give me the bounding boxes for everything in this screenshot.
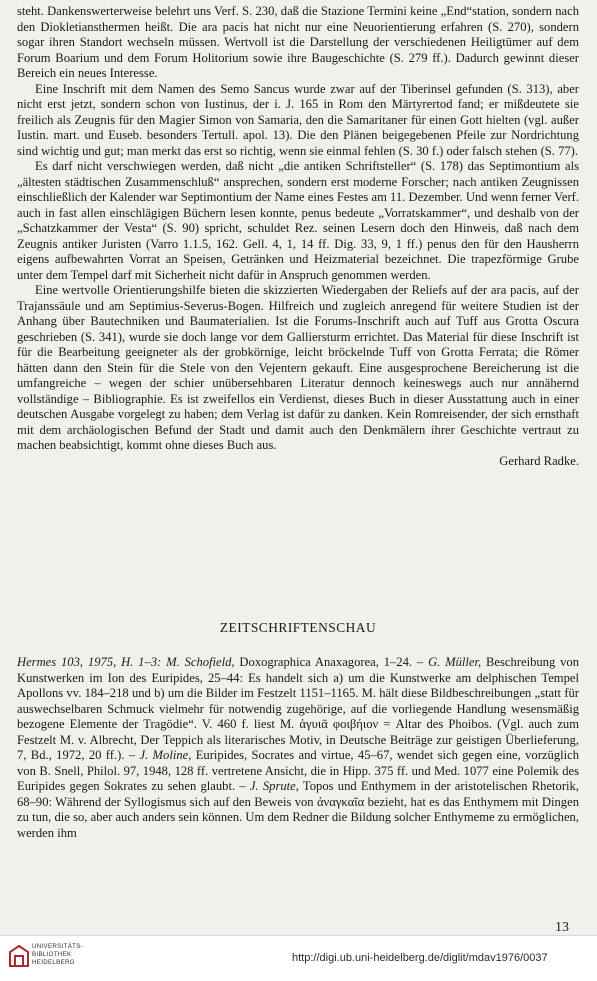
journal-text: Euripides, Socrates and virtue, 45–67, wendet sich gegen eine, vorzüglich von B. Snell, Philol. 97, 1948, 128 ff. vertretene Ansicht, die in Hipp. 375 ff. und Med. 1077 eine Polemik des Euripides gegen Sokrates zu sehen glaubt. – [17, 748, 579, 793]
library-logo-text [32, 943, 83, 967]
review-paragraph: Eine Inschrift mit dem Namen des Semo Sancus wurde zwar auf der Tiberinsel gefunden (S. 313), aber nicht erst jetzt, sondern schon von Iustinus, der i. J. 165 in Rom den Märtyrertod fand; er mißdeutete sie freilich als Zeugnis für den Magier Simon von Samaria, den die Samaritaner für einen Gott hielten (vgl. außer Iustin. mart. und Euseb. besonders Tertull. apol. 13). Die den Plänen beigegebenen Pfeile zur Nordrichtung sind wichtig und gut; man merkt das erst so richtig, wenn sie einmal fehlen (S. 30 f.) oder falsch stehen (S. 77). [17, 81, 579, 158]
journal-text: Beschreibung von Kunstwerken im Ion des Euripides, 25–44: Es handelt sich a) um die Kunstwerke am delphischen Tempel Apollons vv. 184–218 und b) um die Bilder im Festzelt 1151–1165. M. hält diese Bildbeschreibungen „statt für auswechselbaren Schmuck vielmehr für notwendig zugehörige, auf die vorliegende Handlung wesensmäßig bezogene Elemente der Tragödie“. V. 460 f. liest M. ἀγυιᾶ φοιβήιον = Altar des Phoibos. (Vgl. auch zum Festzelt M. v. Albrecht, Der Teppich als literarisches Motiv, in Deutsche Beiträge zur geistigen Überlieferung, 7, Bd., 1972, 20 ff.). – [17, 655, 580, 762]
reviewer-signature: Gerhard Radke. [499, 453, 579, 468]
logo-line: BIBLIOTHEK [32, 951, 72, 958]
journal-text: Topos und Enthymem in der aristotelischen Rhetorik, 68–90: Während der Syllogismus sich auf den Beweis von ἀναγκαῖα bezieht, hat es das Enthymem mit Dingen zu tun, die so, aber auch anders sein können. Um dem Redner die Bildung solcher Enthymeme zu ermöglichen, werden ihm [17, 779, 579, 840]
page-number: 13 [555, 920, 569, 935]
journal-text: Doxographica Anaxagorea, 1–24. – [234, 655, 429, 669]
author-name: G. Müller, [428, 655, 482, 669]
review-paragraph: Es darf nicht verschwiegen werden, daß nicht „die antiken Schriftsteller“ (S. 178) das Septimontium als „ältesten städtischen Zusammenschluß“ ansprechen, sondern erst moderne Forscher; nach antiken Zeugnissen einschließlich der Kalender war Septimontium der Name eines Festes am 11. Dezember. Und wenn ferner Verf. auch in fast allen einschlägigen Büchern lesen konnte, penus bedeute „Vorratskammer“, und deshalb von der „Schatzkammer der Vesta“ (S. 90) spricht, schuldet Rez. seinen Lesern doch den Hinweis, daß nach dem Zeugnis antiker Juristen (Varro 1.1.5, 162. Gell. 4, 1, 14 ff. Dig. 33, 9, 1 ff.) penus den für den Hausherrn eigens aufbewahrten Vorrat an Speisen, Getränken und Heizmaterial bezeichnet. Die trapezförmige Grube unter dem Tempel darf mit Sicherheit nicht dafür in Anspruch genommen werden. [17, 159, 579, 282]
journal-paragraph [17, 655, 579, 841]
author-name: J. Sprute, [249, 779, 299, 793]
journal-citation: Hermes 103, 1975, H. 1–3: [17, 655, 162, 669]
logo-line: UNIVERSITÄTS- [32, 943, 83, 950]
journal-review-text [17, 655, 579, 841]
review-paragraph: Eine wertvolle Orientierungshilfe bieten die skizzierten Wiedergaben der Reliefs auf der ara pacis, auf der Trajanssäule und am Septimius-Severus-Bogen. Hilfreich und zugleich anregend für weitere Studien ist der Anhang über Bautechniken und Baumaterialien. Ist die Forums-Inschrift auch auf Tuff aus Grotta Oscura geschrieben (S. 341), wurde sie doch lange vor dem Galliersturm errichtet. Das Material für diese Inschrift ist für die Bearbeitung geeigneter als der grobkörnige, leicht bröckelnde Tuff von Grotta Ferrata; die Römer hätten dann den Stein für die Stele von den Vejentern gekauft. Eine ausgesprochene Bereicherung ist die umfangreiche – wegen der schier unübersehbaren Literatur dennoch keineswegs auch nur annähernd vollständige – Bibliographie. Es ist zweifellos ein Verdienst, dieses Buch in dieser Ausstattung auch in einer deutschen Ausgabe vorgelegt zu haben; dem Verlag ist dafür zu danken. Kein Romreisender, der sich ernsthaft mit dem archäologischen Befund der Stadt und damit auch den Denkmälern ihrer Geschichte vertraut zu machen beabsichtigt, kommt ohne dieses Buch aus. [17, 283, 579, 452]
section-heading: ZEITSCHRIFTENSCHAU [219, 620, 377, 635]
university-logo-icon [8, 944, 30, 968]
source-url[interactable]: http://digi.ub.uni-heidelberg.de/diglit/mdav1976/0037 [292, 952, 548, 964]
author-name: M. Schofield, [166, 655, 235, 669]
author-name: J. Moline, [139, 748, 192, 762]
logo-line: HEIDELBERG [32, 959, 75, 966]
review-text [17, 4, 579, 469]
review-paragraph: steht. Dankenswerterweise belehrt uns Verf. S. 230, daß die Stazione Termini keine „End“station, sondern nach den Diokletiansthermen heißt. Die ara pacis hat nicht nur eine Neuorientierung erfahren (S. 270), sondern sogar ihren Standort wechseln müssen. Wertvoll ist die Darstellung der verschiedenen Heiligtümer auf dem Forum Boarium und dem Forum Holitorium sowie ihre Baugeschichte (S. 279 ff.). Dadurch gewinnt dieser Bereich ein neues Interesse. [17, 4, 579, 80]
